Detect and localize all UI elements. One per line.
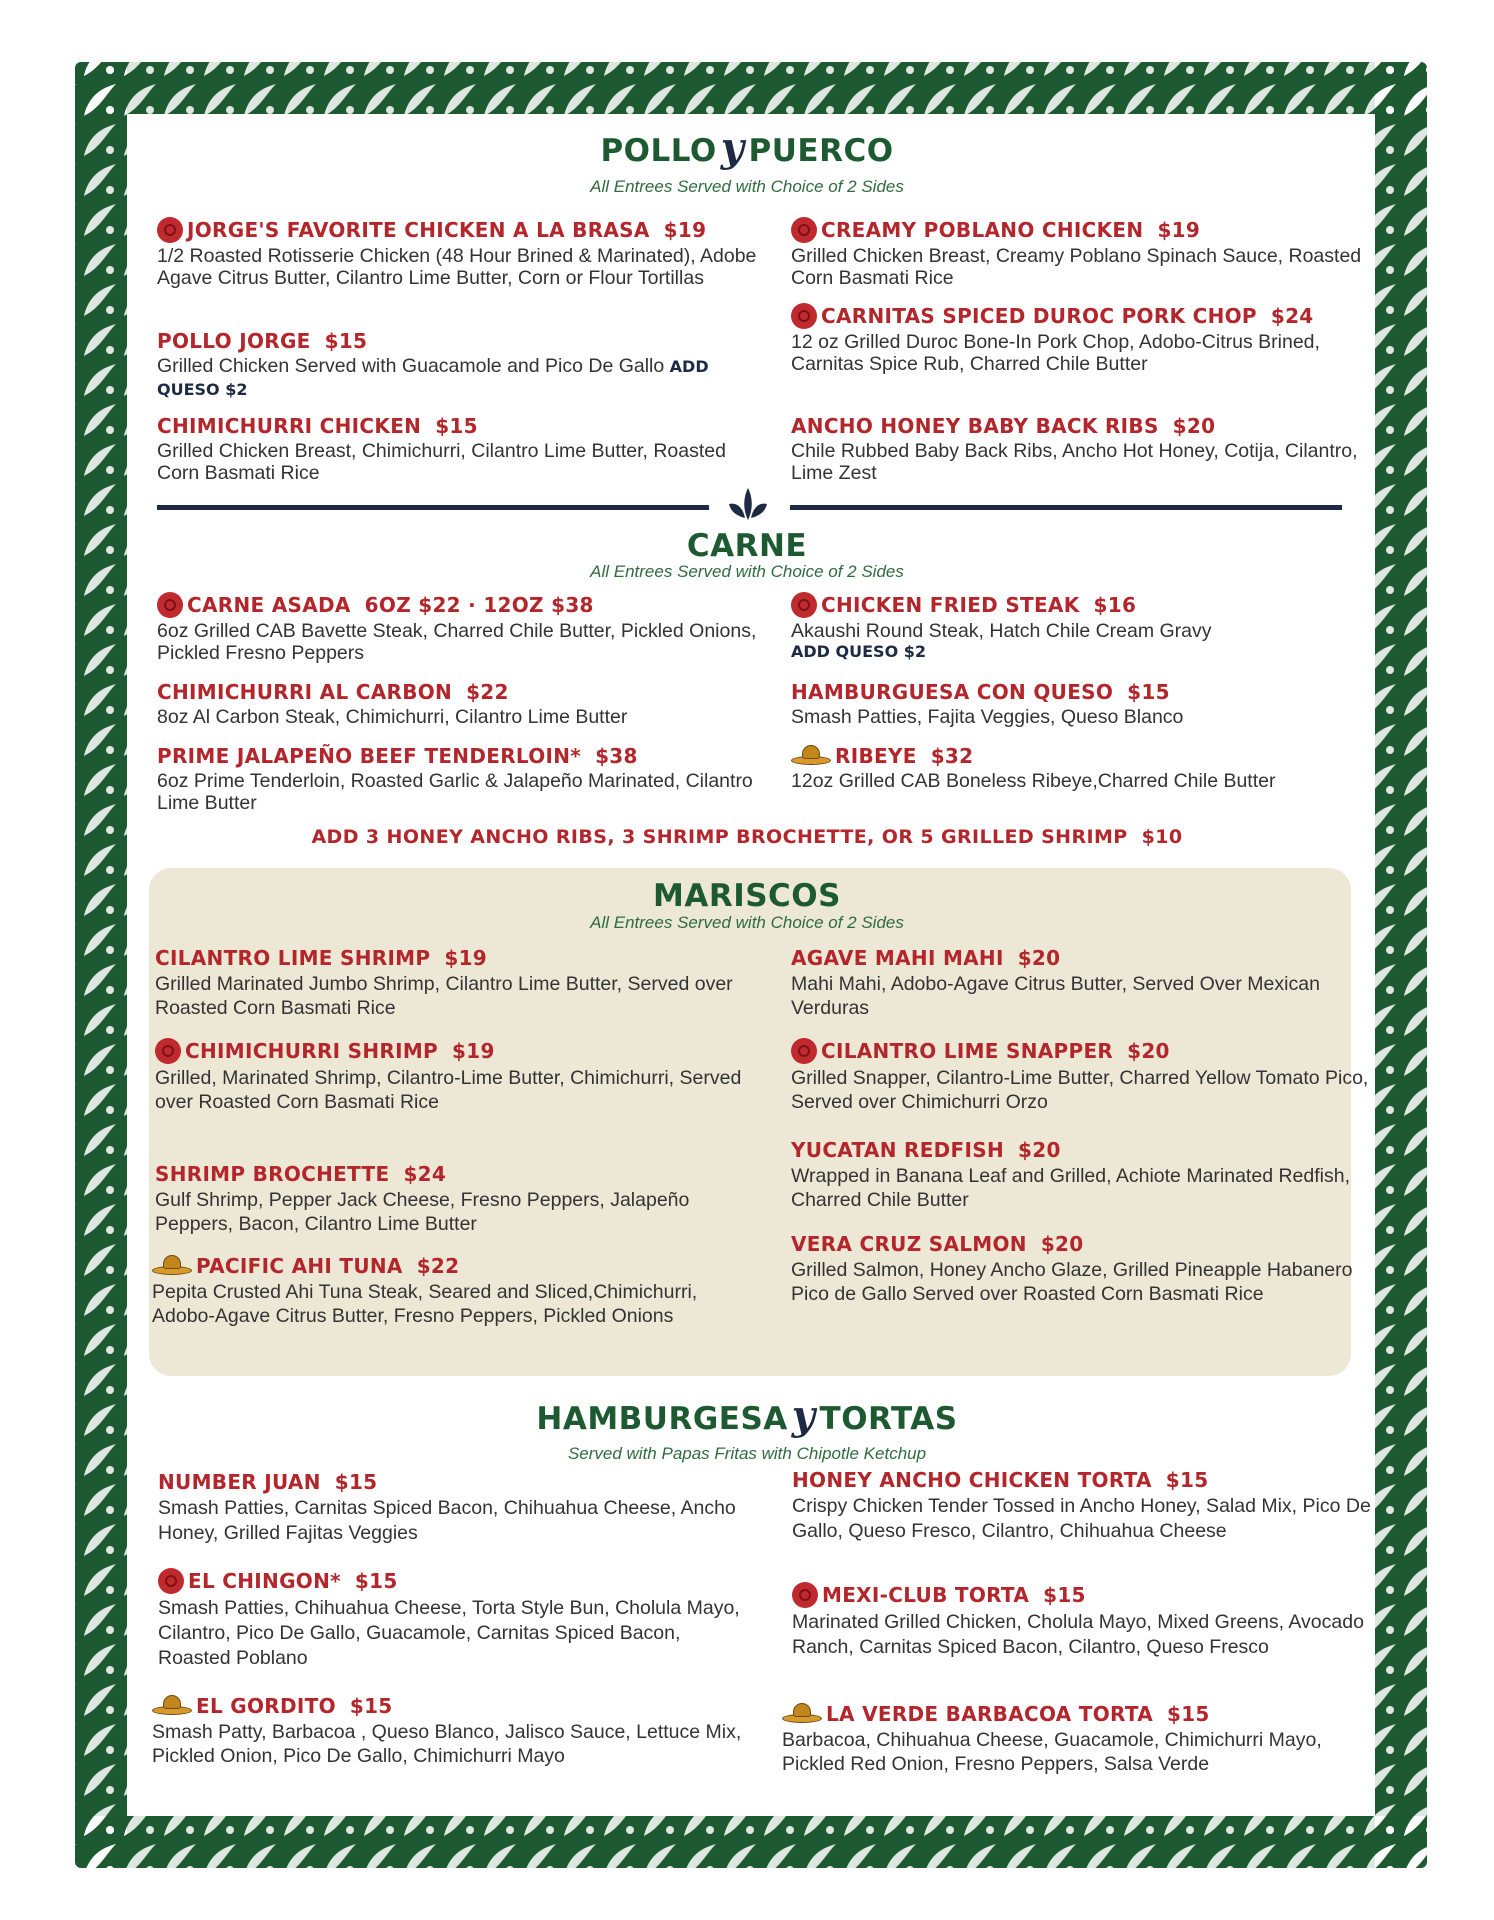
rose-icon bbox=[157, 592, 183, 618]
section-title-mariscos: MARISCOS bbox=[652, 878, 841, 914]
menu-item: AGAVE MAHI MAHI $20 Mahi Mahi, Adobo-Agave Citrus Butter, Served Over Mexican Verduras bbox=[791, 946, 1320, 1019]
section-subtitle-carne: All Entrees Served with Choice of 2 Sides bbox=[590, 562, 904, 581]
section-subtitle-tortas: Served with Papas Fritas with Chipotle Ketchup bbox=[567, 1444, 927, 1463]
menu-item: SHRIMP BROCHETTE $24 Gulf Shrimp, Pepper Jack Cheese, Fresno Peppers, Jalapeño Peppers, Bacon, Cilantro Lime Butter bbox=[155, 1162, 690, 1235]
menu-item: EL CHINGON* $15 Smash Patties, Chihuahua Cheese, Torta Style Bun, Cholula Mayo, Cilantro, Pico De Gallo, Guacamole, Carnitas Spiced Bacon, Roasted Poblano bbox=[158, 1569, 740, 1669]
rose-icon bbox=[155, 1038, 181, 1064]
section-title-tortas: HAMBURGESA y TORTAS bbox=[536, 1392, 958, 1439]
sombrero-icon bbox=[152, 1255, 192, 1277]
section-subtitle-mariscos: All Entrees Served with Choice of 2 Sides bbox=[590, 913, 904, 932]
section-divider-left bbox=[157, 505, 709, 510]
rose-icon bbox=[791, 1038, 817, 1064]
sombrero-icon bbox=[152, 1695, 192, 1717]
menu-item: YUCATAN REDFISH $20 Wrapped in Banana Leaf and Grilled, Achiote Marinated Redfish, Charred Chile Butter bbox=[791, 1138, 1350, 1211]
menu-item: RIBEYE $32 12oz Grilled CAB Boneless Ribeye,Charred Chile Butter bbox=[791, 744, 1276, 792]
menu-item: VERA CRUZ SALMON $20 Grilled Salmon, Honey Ancho Glaze, Grilled Pineapple Habanero Pico de Gallo Served over Roasted Corn Basmati Rice bbox=[791, 1232, 1353, 1305]
menu-item: HONEY ANCHO CHICKEN TORTA $15 Crispy Chicken Tender Tossed in Ancho Honey, Salad Mix, Pico De Gallo, Queso Fresco, Cilantro, Chihuahua Cheese bbox=[792, 1468, 1371, 1542]
menu-item: EL GORDITO $15 Smash Patty, Barbacoa , Queso Blanco, Jalisco Sauce, Lettuce Mix, Pickled Onion, Pico De Gallo, Chimichurri Mayo bbox=[152, 1694, 742, 1767]
menu-item: CARNE ASADA 6OZ $22 · 12OZ $38 6oz Grilled CAB Bavette Steak, Charred Chile Butter, Pickled Onions, Pickled Fresno Peppers bbox=[157, 593, 757, 664]
carne-add-on-line: ADD 3 HONEY ANCHO RIBS, 3 SHRIMP BROCHETTE, OR 5 GRILLED SHRIMP $10 bbox=[311, 826, 1183, 848]
menu-item: CILANTRO LIME SNAPPER $20 Grilled Snapper, Cilantro-Lime Butter, Charred Yellow Tomato Pico, Served over Chimichurri Orzo bbox=[791, 1039, 1369, 1113]
sombrero-icon bbox=[782, 1703, 822, 1725]
menu-item: PRIME JALAPEÑO BEEF TENDERLOIN* $38 6oz Prime Tenderloin, Roasted Garlic & Jalapeño Marinated, Cilantro Lime Butter bbox=[157, 744, 753, 814]
menu-item: ANCHO HONEY BABY BACK RIBS $20 Chile Rubbed Baby Back Ribs, Ancho Hot Honey, Cotija, Cilantro, Lime Zest bbox=[791, 414, 1358, 484]
menu-item: CHICKEN FRIED STEAK $16 Akaushi Round Steak, Hatch Chile Cream Gravy ADD QUESO $2 bbox=[791, 593, 1212, 661]
rose-icon bbox=[791, 592, 817, 618]
section-title-pollo: POLLO y PUERCO bbox=[600, 124, 894, 171]
rose-icon bbox=[791, 217, 817, 243]
sombrero-icon bbox=[791, 745, 831, 767]
menu-item: JORGE'S FAVORITE CHICKEN A LA BRASA $19 1/2 Roasted Rotisserie Chicken (48 Hour Brined & Marinated), Adobe Agave Citrus Butter, Cilantro Lime Butter, Corn or Flour Tortillas bbox=[157, 218, 757, 289]
menu-item: CHIMICHURRI AL CARBON $22 8oz Al Carbon Steak, Chimichurri, Cilantro Lime Butter bbox=[157, 680, 628, 728]
menu-item: NUMBER JUAN $15 Smash Patties, Carnitas Spiced Bacon, Chihuahua Cheese, Ancho Honey, Grilled Fajitas Veggies bbox=[158, 1470, 736, 1544]
rose-icon bbox=[791, 303, 817, 329]
menu-item: CILANTRO LIME SHRIMP $19 Grilled Marinated Jumbo Shrimp, Cilantro Lime Butter, Served over Roasted Corn Basmati Rice bbox=[155, 946, 733, 1019]
section-title-carne: CARNE bbox=[686, 528, 808, 564]
menu-item: MEXI-CLUB TORTA $15 Marinated Grilled Chicken, Cholula Mayo, Mixed Greens, Avocado Ranch, Carnitas Spiced Bacon, Cilantro, Queso Fresco bbox=[792, 1583, 1364, 1658]
rose-icon bbox=[157, 217, 183, 243]
menu-item: CARNITAS SPICED DUROC PORK CHOP $24 12 oz Grilled Duroc Bone-In Pork Chop, Adobo-Citrus Brined, Carnitas Spice Rub, Charred Chile Butter bbox=[791, 304, 1320, 375]
agave-ornament-icon bbox=[723, 484, 773, 524]
menu-item: POLLO JORGE $15 Grilled Chicken Served with Guacamole and Pico De Gallo ADD QUESO $2 bbox=[157, 329, 709, 399]
menu-item: HAMBURGUESA CON QUESO $15 Smash Patties, Fajita Veggies, Queso Blanco bbox=[791, 680, 1184, 728]
menu-item: CHIMICHURRI CHICKEN $15 Grilled Chicken Breast, Chimichurri, Cilantro Lime Butter, Roasted Corn Basmati Rice bbox=[157, 414, 726, 484]
menu-item: CREAMY POBLANO CHICKEN $19 Grilled Chicken Breast, Creamy Poblano Spinach Sauce, Roasted Corn Basmati Rice bbox=[791, 218, 1362, 289]
menu-item: PACIFIC AHI TUNA $22 Pepita Crusted Ahi Tuna Steak, Seared and Sliced,Chimichurri, Adobo-Agave Citrus Butter, Fresno Peppers, Pickled Onions bbox=[152, 1254, 698, 1327]
section-divider-right bbox=[790, 505, 1342, 510]
rose-icon bbox=[158, 1568, 184, 1594]
rose-icon bbox=[792, 1582, 818, 1608]
section-subtitle-pollo: All Entrees Served with Choice of 2 Sides bbox=[590, 177, 904, 196]
menu-item: LA VERDE BARBACOA TORTA $15 Barbacoa, Chihuahua Cheese, Guacamole, Chimichurri Mayo, Pickled Red Onion, Fresno Peppers, Salsa Verde bbox=[782, 1702, 1322, 1775]
menu-item: CHIMICHURRI SHRIMP $19 Grilled, Marinated Shrimp, Cilantro-Lime Butter, Chimichurri, Served over Roasted Corn Basmati Rice bbox=[155, 1039, 742, 1113]
